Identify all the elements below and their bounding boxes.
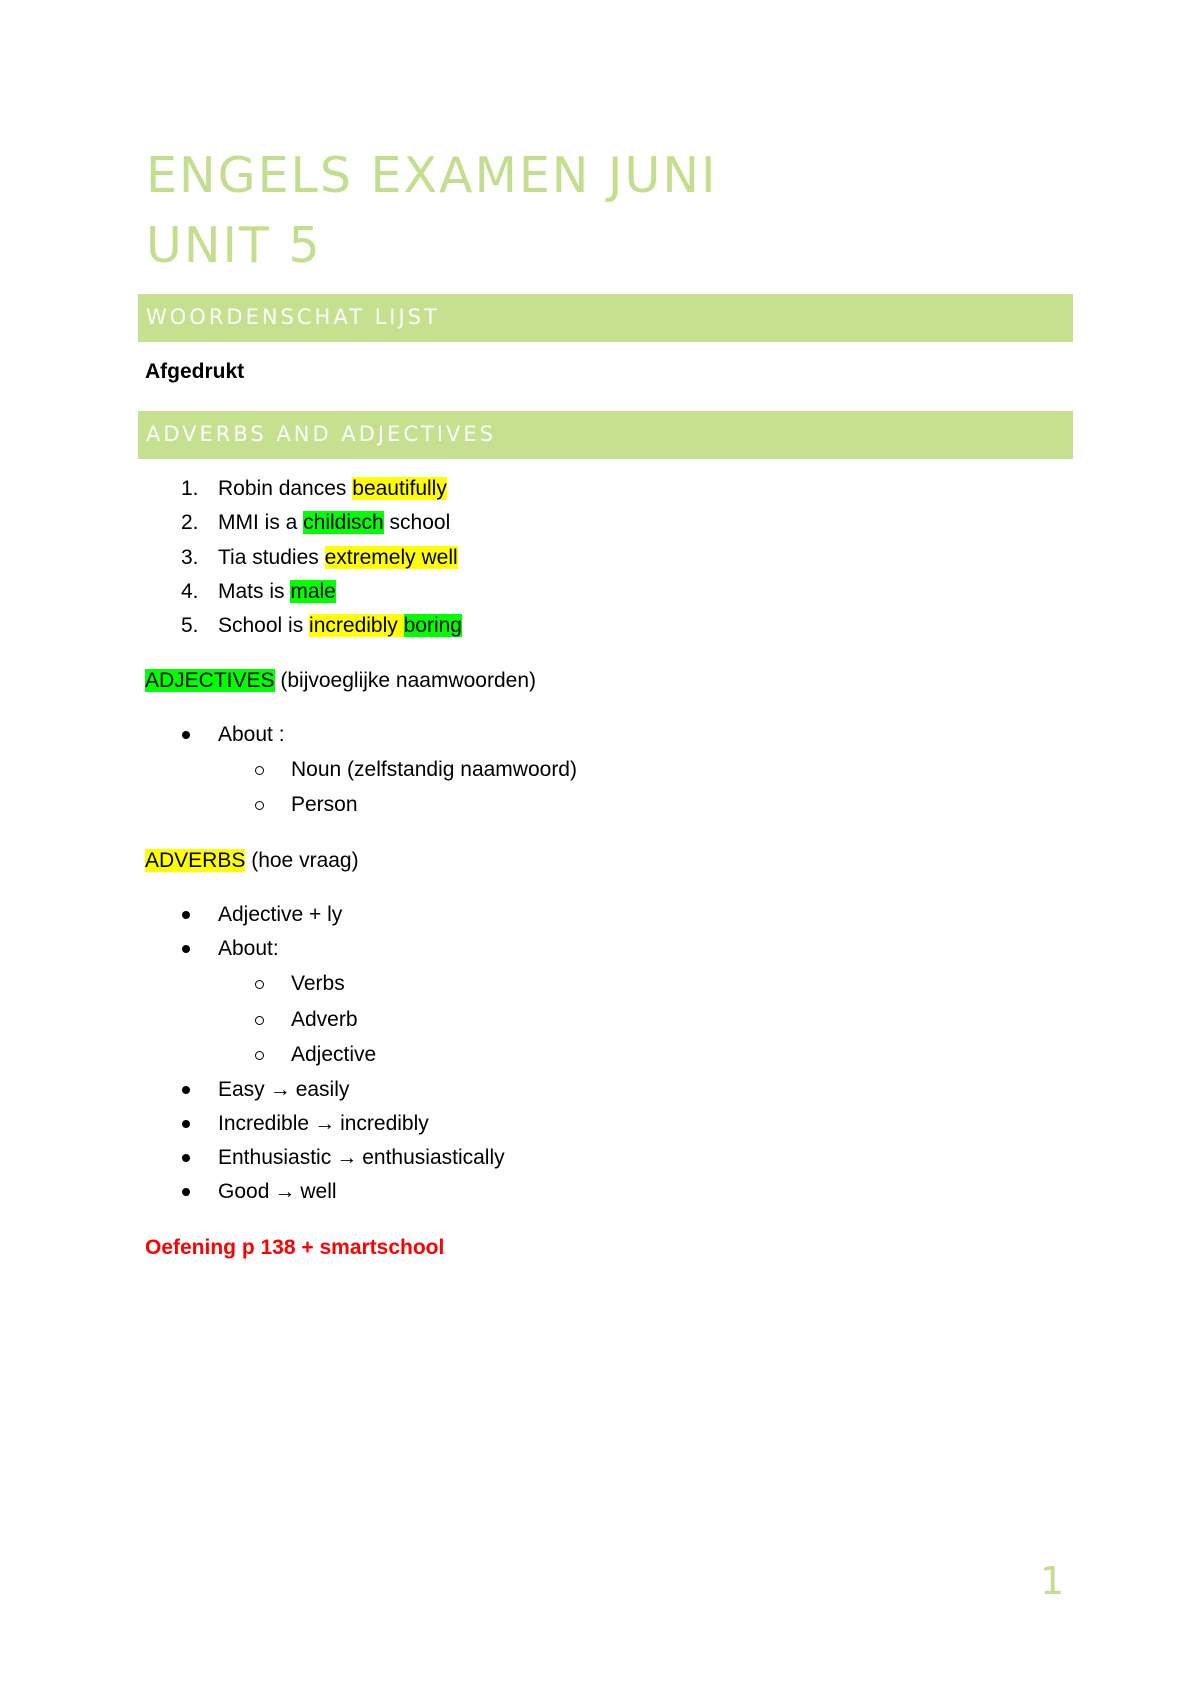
section-heading-text: ADVERBS AND ADJECTIVES (146, 422, 497, 446)
page-number: 1 (1040, 1559, 1065, 1603)
conversion-from: Enthusiastic (218, 1146, 332, 1169)
adjectives-label: ADJECTIVES (145, 669, 275, 692)
list-item-text: School is (218, 614, 310, 637)
highlight-adjective: male (290, 580, 336, 603)
list-number: 4. (181, 580, 199, 603)
bullet-icon (182, 1120, 190, 1128)
list-number: 5. (181, 614, 199, 637)
arrow-right-icon: → (274, 1180, 296, 1203)
highlight-adverb: beautifully (352, 477, 447, 500)
list-number: 2. (181, 511, 199, 534)
adjectives-heading (145, 668, 536, 694)
bullet-icon (182, 1154, 190, 1162)
adverbs-label: ADVERBS (145, 849, 246, 872)
bullet-icon (182, 1188, 190, 1196)
conversion-from: Incredible (218, 1112, 310, 1135)
highlight-adjective: childisch (303, 511, 384, 534)
sub-bullet-icon (255, 766, 264, 775)
highlight-adjective: boring (403, 614, 462, 637)
list-number: 1. (181, 477, 199, 500)
list-item-text: MMI is a (218, 511, 304, 534)
list-number: 3. (181, 546, 199, 569)
bullet-icon (182, 911, 190, 919)
document-subtitle: UNIT 5 (146, 217, 322, 274)
document-title: ENGELS EXAMEN JUNI (146, 147, 718, 204)
conversion-from: Good (218, 1180, 270, 1203)
conversion-item (218, 1077, 349, 1103)
list-item-text: school (383, 511, 451, 534)
section-heading-woordenschat (138, 294, 1073, 342)
section-heading-text: WOORDENSCHAT LIJST (146, 305, 440, 329)
list-item (218, 613, 462, 639)
list-item (218, 510, 450, 536)
bullet-item: About : (218, 723, 285, 746)
list-item (218, 579, 336, 605)
highlight-space (398, 614, 404, 637)
section-text-afgedrukt: Afgedrukt (145, 360, 245, 383)
conversion-item (218, 1111, 429, 1137)
sub-bullet-icon (255, 980, 264, 989)
sub-bullet-item: Adverb (291, 1008, 358, 1031)
conversion-to: enthusiastically (362, 1146, 505, 1169)
conversion-to: easily (295, 1078, 350, 1101)
sub-bullet-item: Noun (zelfstandig naamwoord) (291, 758, 577, 781)
list-item-text: Tia studies (218, 546, 325, 569)
highlight-adverb: well (421, 546, 458, 569)
bullet-icon (182, 731, 190, 739)
highlight-adverb: extremely (324, 546, 416, 569)
list-item-text: Robin dances (218, 477, 353, 500)
sub-bullet-icon (255, 1016, 264, 1025)
bullet-item: About: (218, 937, 279, 960)
list-item (218, 476, 447, 502)
conversion-item (218, 1145, 505, 1171)
list-item-text: Mats is (218, 580, 291, 603)
bullet-item: Adjective + ly (218, 903, 343, 926)
sub-bullet-icon (255, 1051, 264, 1060)
conversion-to: well (300, 1180, 337, 1203)
exercise-note: Oefening p 138 + smartschool (145, 1236, 445, 1259)
bullet-icon (182, 1086, 190, 1094)
sub-bullet-item: Verbs (291, 972, 345, 995)
arrow-right-icon: → (269, 1078, 291, 1101)
section-heading-adverbs-adjectives (138, 411, 1073, 459)
sub-bullet-icon (255, 801, 264, 810)
conversion-from: Easy (218, 1078, 265, 1101)
highlight-adverb: incredibly (309, 614, 398, 637)
arrow-right-icon: → (336, 1146, 358, 1169)
arrow-right-icon: → (314, 1112, 336, 1135)
list-item (218, 545, 458, 571)
adverbs-heading (145, 848, 359, 874)
conversion-to: incredibly (340, 1112, 429, 1135)
sub-bullet-item: Adjective (291, 1043, 377, 1066)
bullet-icon (182, 945, 190, 953)
adverbs-description: (hoe vraag) (245, 849, 359, 872)
conversion-item (218, 1179, 337, 1205)
sub-bullet-item: Person (291, 793, 358, 816)
adjectives-description: (bijvoeglijke naamwoorden) (274, 669, 536, 692)
